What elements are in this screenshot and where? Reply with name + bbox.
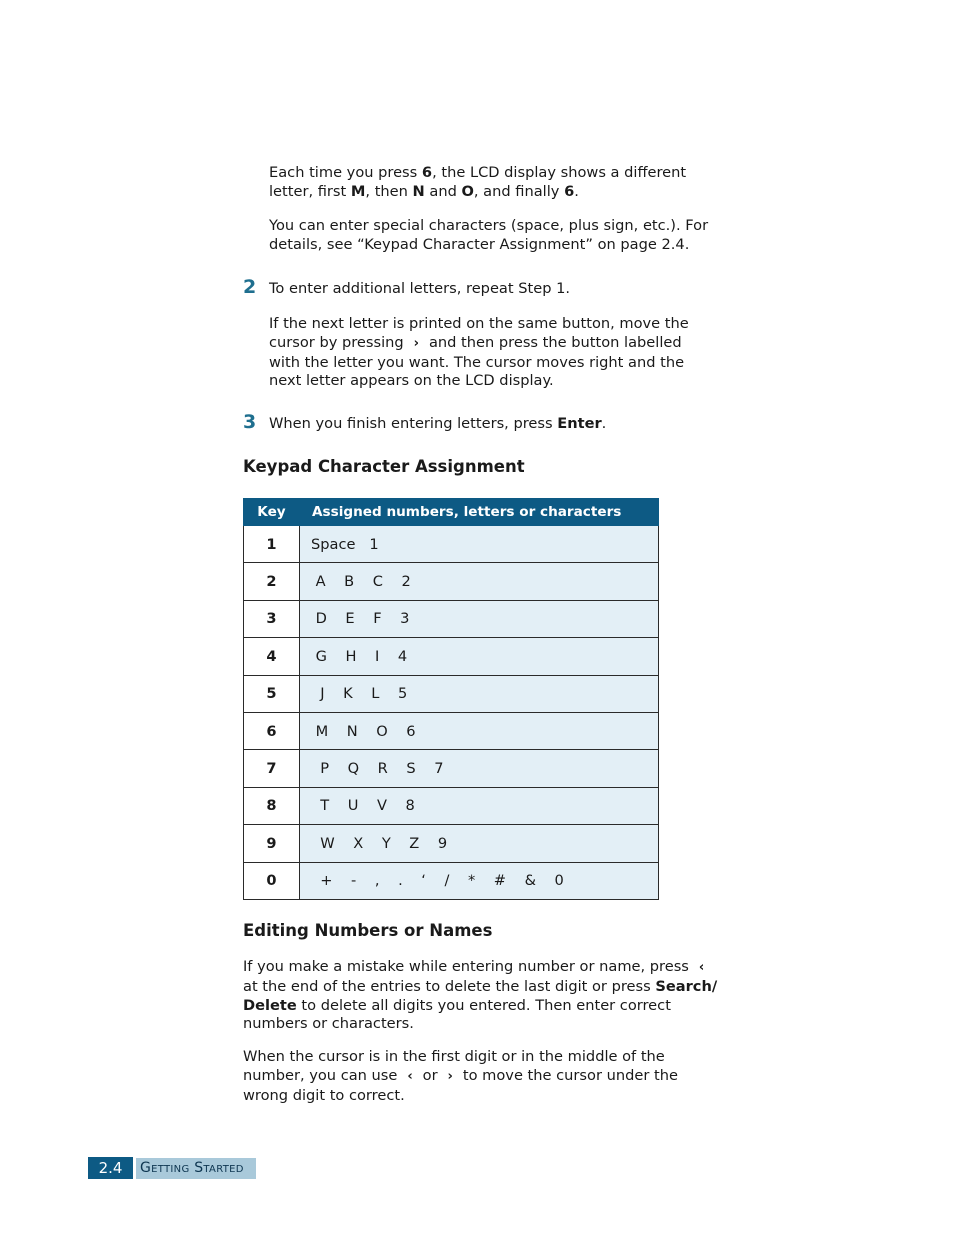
text: or [418,1066,443,1084]
step-2-paragraph [269,315,689,391]
text-line: When the cursor is in the first digit or in the middle of the [243,1048,665,1065]
key-cell: 9 [244,825,300,862]
column-header-key: Key [244,499,300,526]
assigned-cell: D E F 3 [300,600,659,637]
assigned-cell: Space 1 [300,526,659,563]
table-row [244,825,659,862]
bold-search: Search/ [655,977,718,995]
table-row [244,750,659,787]
text-line: If the next letter is printed on the same button, move the [269,315,689,332]
text: to move the cursor under the [458,1066,678,1084]
key-cell: 0 [244,862,300,899]
text-line: next letter appears on the LCD display. [269,372,554,390]
editing-heading: Editing Numbers or Names [243,921,493,940]
assigned-cell: J K L 5 [300,675,659,712]
step-2-text: To enter additional letters, repeat Step 1. [269,280,571,297]
assigned-cell: A B C 2 [300,563,659,600]
table-row [244,787,659,824]
editing-paragraph-1 [243,958,717,1034]
intro-paragraph-2 [269,217,708,255]
text-line: details, see “Keypad Character Assignment” on page 2.4. [269,235,690,253]
assigned-cell: G H I 4 [300,638,659,675]
step-3-text [269,415,606,434]
right-arrow-icon: › [447,1068,453,1084]
left-arrow-icon: ‹ [698,960,705,975]
table-row [244,526,659,563]
bold-letter-m: M [350,182,366,200]
text: , and finally [473,182,565,200]
key-cell: 4 [244,638,300,675]
step-number-2: 2 [243,276,257,298]
text: at the end of the entries to delete the last digit or press [243,977,656,995]
page-number: 2.4 [88,1157,133,1179]
text: , then [365,182,413,200]
key-cell: 1 [244,526,300,563]
text: When you finish entering letters, press [269,415,558,432]
keypad-table [243,498,659,900]
bold-delete: Delete [243,996,297,1014]
assigned-cell: T U V 8 [300,787,659,824]
text: number, you can use [243,1066,403,1084]
column-header-assigned: Assigned numbers, letters or characters [300,499,659,526]
key-cell: 5 [244,675,300,712]
intro-paragraph-1 [269,164,686,202]
right-arrow-icon: › [413,335,419,351]
text-line: You can enter special characters (space, plus sign, etc.). For [269,217,709,234]
table-row [244,638,659,675]
text-line: numbers or characters. [243,1015,414,1033]
text: . [601,415,607,432]
table-row [244,675,659,712]
step-number-3: 3 [243,411,257,433]
bold-enter: Enter [557,415,602,432]
key-cell: 6 [244,712,300,749]
key-cell: 3 [244,600,300,637]
editing-paragraph-2 [243,1048,678,1105]
assigned-cell: M N O 6 [300,712,659,749]
bold-key-6: 6 [421,164,433,181]
bold-letter-o: O [461,182,474,200]
table-row [244,563,659,600]
text: letter, first [269,182,351,200]
section-title: Getting Started [136,1158,256,1179]
text-line: wrong digit to correct. [243,1086,405,1104]
keypad-heading: Keypad Character Assignment [243,457,525,476]
text: If you make a mistake while entering number or name, press [243,958,694,975]
text: , the LCD display shows a different [432,164,687,181]
table-header-row [244,499,659,526]
text: to delete all digits you entered. Then enter correct [296,996,671,1014]
key-cell: 8 [244,787,300,824]
text: Each time you press [269,164,422,181]
text: and [424,182,462,200]
text: and then press the button labelled [424,333,682,351]
table-row [244,712,659,749]
table-row [244,600,659,637]
bold-letter-n: N [412,182,425,200]
text-line: with the letter you want. The cursor moves right and the [269,353,685,371]
bold-key-6: 6 [564,182,575,200]
text: . [574,182,579,200]
assigned-cell: P Q R S 7 [300,750,659,787]
text: cursor by pressing [269,333,409,351]
assigned-cell: + - , . ‘ / * # & 0 [300,862,659,899]
left-arrow-icon: ‹ [407,1068,413,1084]
table-row [244,862,659,899]
key-cell: 7 [244,750,300,787]
key-cell: 2 [244,563,300,600]
assigned-cell: W X Y Z 9 [300,825,659,862]
